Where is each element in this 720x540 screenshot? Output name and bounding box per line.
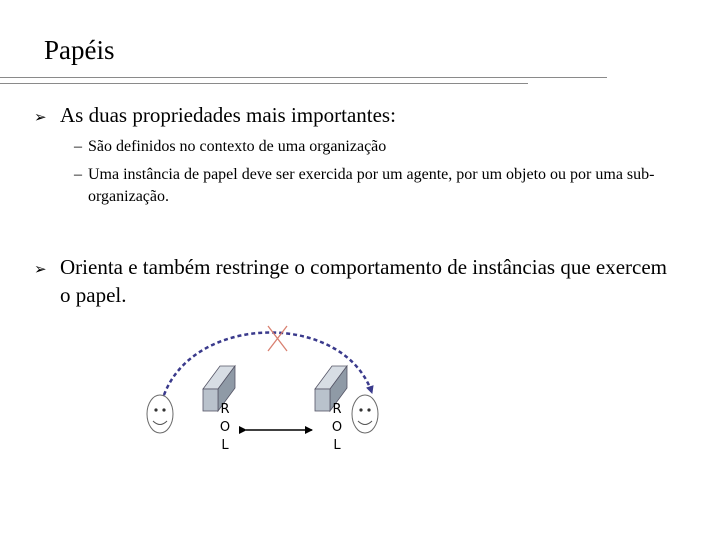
- arrowhead-bullet-icon: ➢: [34, 260, 47, 278]
- smiley-face-icon: [352, 395, 378, 433]
- role-label-left: [217, 401, 233, 455]
- subitem-text-2: Uma instância de papel deve ser exercida por um agente, por um objeto ou por uma sub-organização.: [88, 166, 655, 205]
- bullet-text-1: As duas propriedades mais importantes:: [60, 103, 396, 127]
- role-label-letter: R: [332, 402, 342, 417]
- bullet-text-2: Orienta e também restringe o comportamento de instâncias que exercem o papel.: [60, 255, 668, 307]
- role-label-letter: O: [219, 420, 231, 435]
- x-mark-icon: [268, 326, 287, 351]
- arrowhead-bullet-icon: ➢: [34, 108, 47, 126]
- subitem-text-1: São definidos no contexto de uma organização: [88, 138, 387, 155]
- dash-marker: –: [74, 166, 82, 183]
- slide-title: Papéis: [44, 35, 115, 65]
- role-label-letter: R: [220, 402, 230, 417]
- role-label-letter: O: [331, 420, 343, 435]
- role-label-letter: L: [221, 438, 229, 453]
- dash-marker: –: [74, 138, 82, 155]
- role-label-right: [329, 401, 345, 455]
- smiley-face-icon: [147, 395, 173, 433]
- role-label-letter: L: [333, 438, 341, 453]
